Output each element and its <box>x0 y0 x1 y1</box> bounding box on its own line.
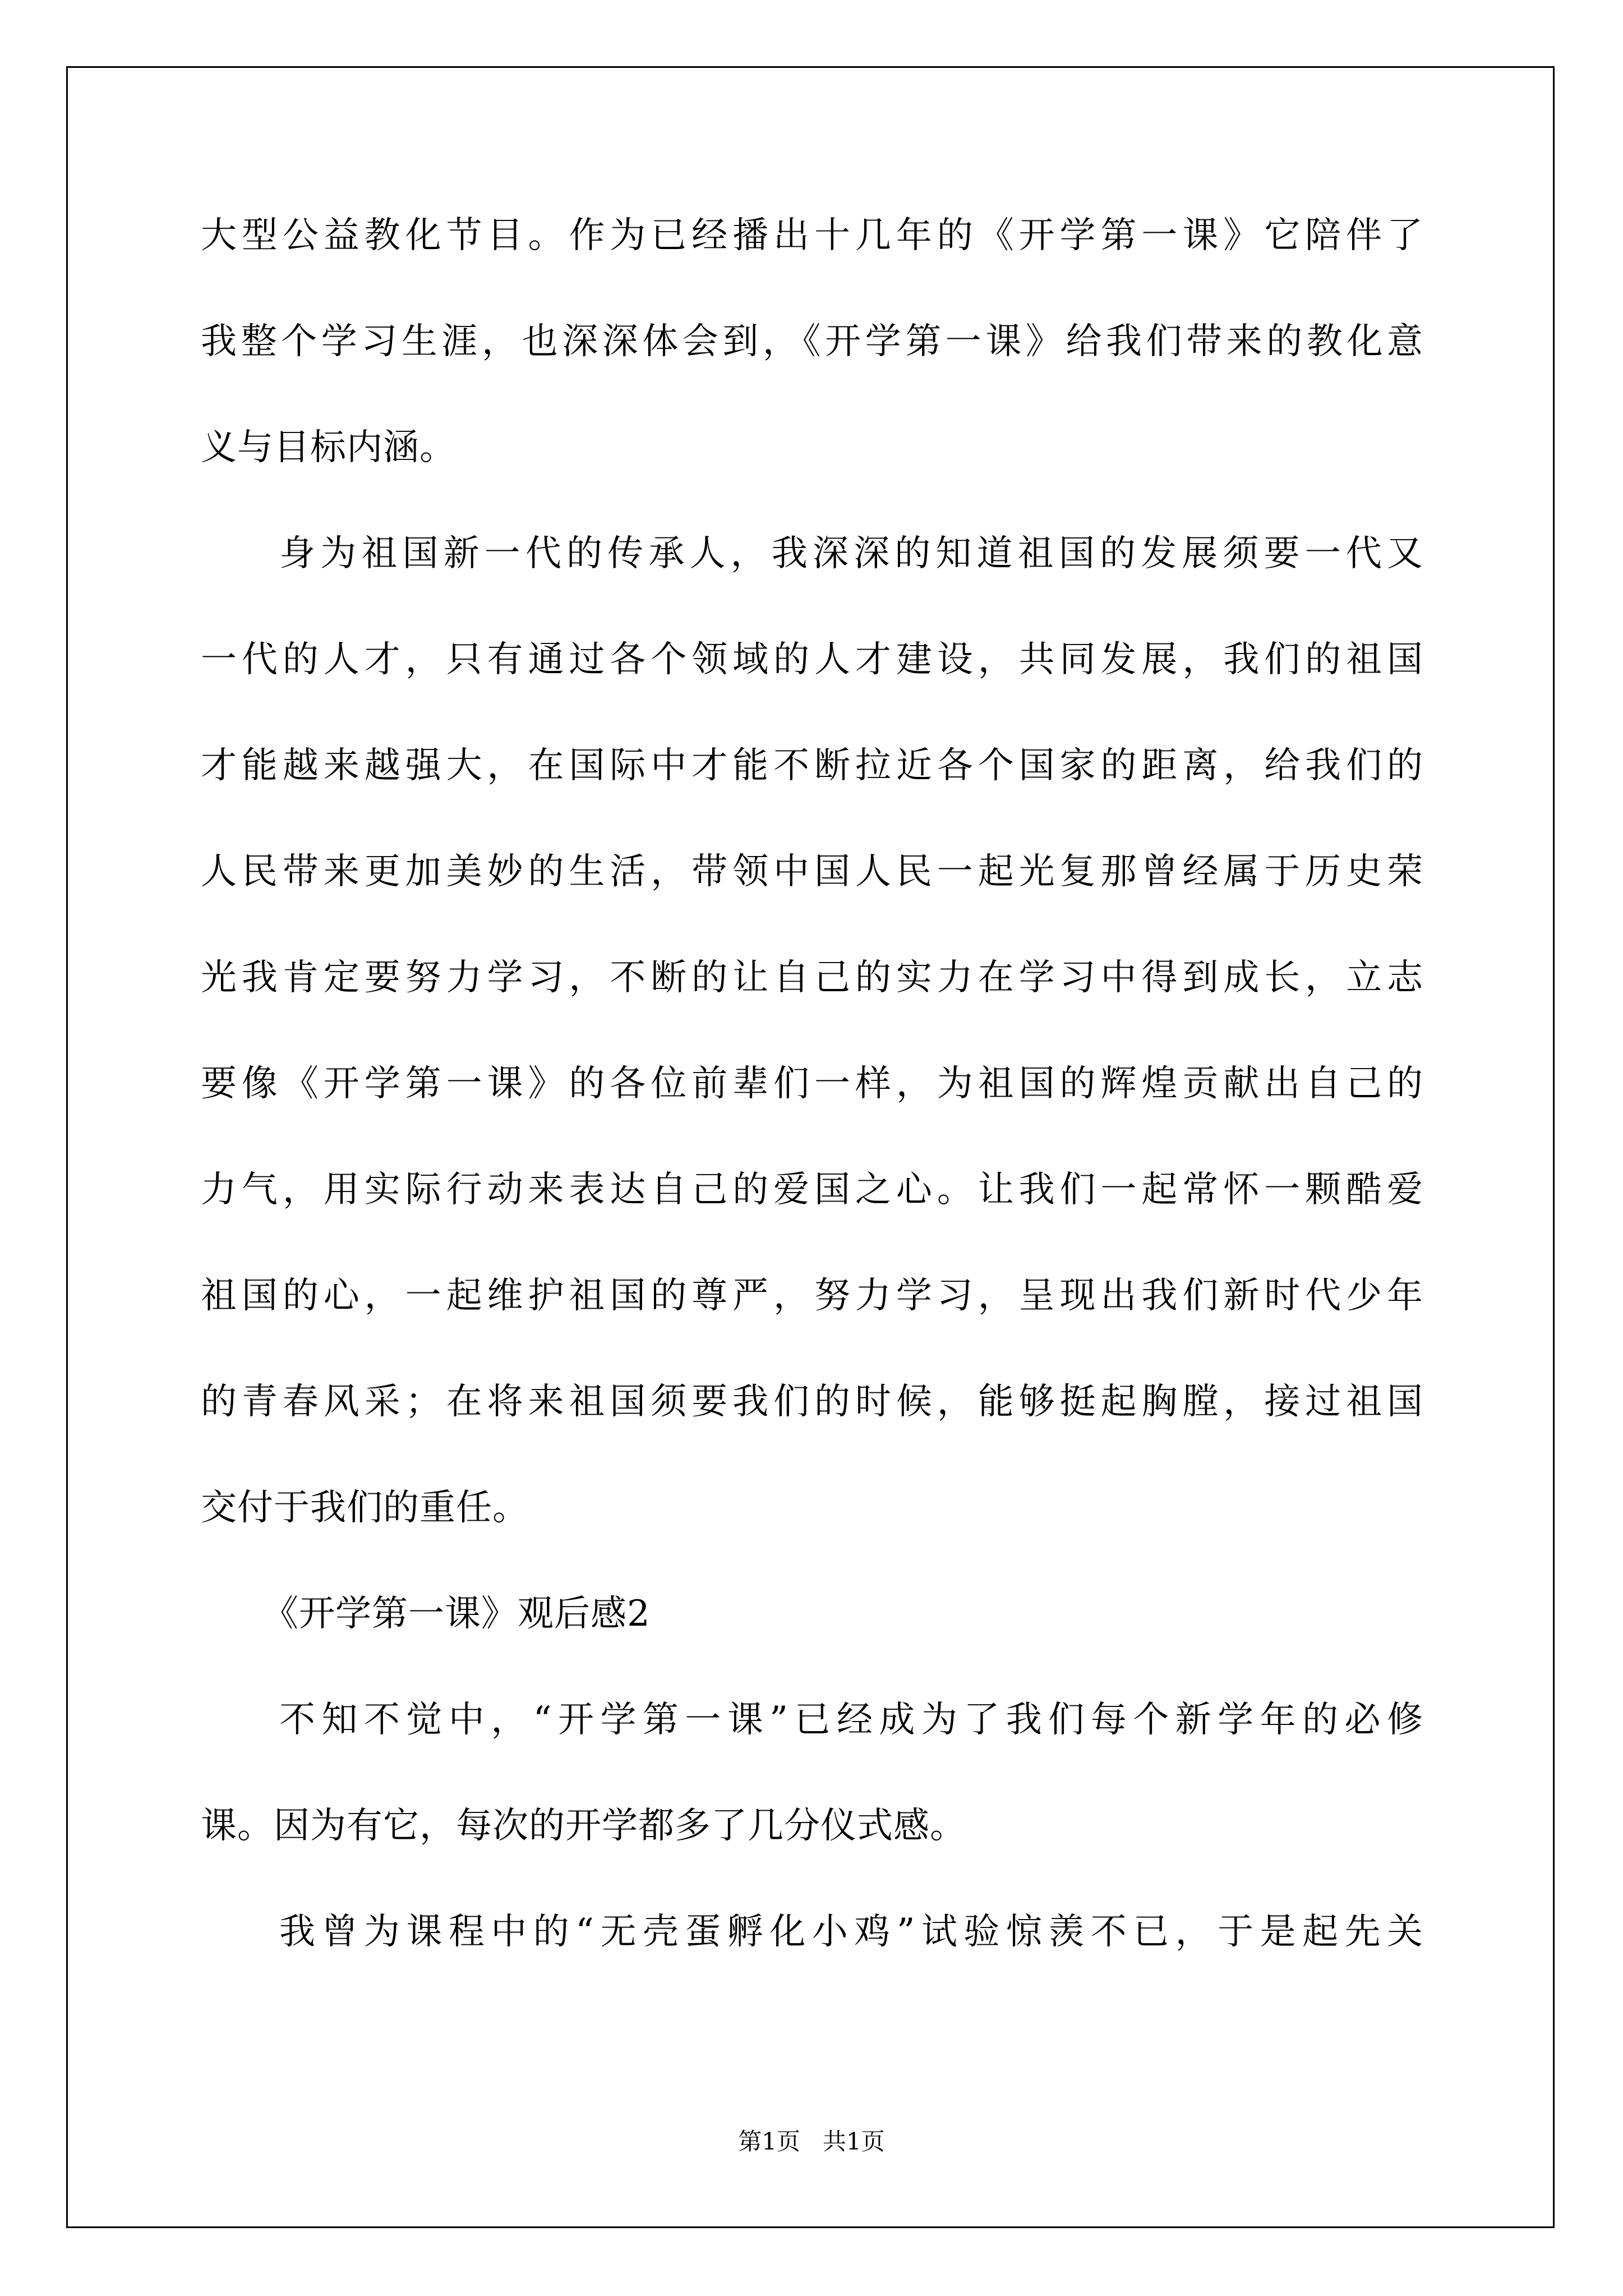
section-heading: 《开学第一课》观后感2 <box>262 1593 651 1635</box>
paragraph-first-line: 不知不觉中，“开学第一课”已经成为了我们每个新学年的必修 <box>279 1699 1423 1741</box>
text-line: 交付于我们的重任。 <box>201 1487 529 1529</box>
text-line: 祖国的心，一起维护祖国的尊严，努力学习，呈现出我们新时代少年 <box>201 1275 1423 1317</box>
text-line: 力气，用实际行动来表达自己的爱国之心。让我们一起常怀一颗酷爱 <box>201 1169 1423 1211</box>
text-line: 的青春风采；在将来祖国须要我们的时候，能够挺起胸膛，接过祖国 <box>201 1381 1423 1423</box>
text-line: 一代的人才，只有通过各个领域的人才建设，共同发展，我们的祖国 <box>201 639 1423 680</box>
text-line: 光我肯定要努力学习，不断的让自己的实力在学习中得到成长，立志 <box>201 957 1423 999</box>
text-line: 才能越来越强大，在国际中才能不断拉近各个国家的距离，给我们的 <box>201 745 1423 786</box>
text-line: 课。因为有它，每次的开学都多了几分仪式感。 <box>201 1805 966 1847</box>
text-line: 大型公益教化节目。作为已经播出十几年的《开学第一课》它陪伴了 <box>201 215 1423 256</box>
page-number-footer: 第1页 共1页 <box>738 2128 885 2155</box>
text-line: 人民带来更加美妙的生活，带领中国人民一起光复那曾经属于历史荣 <box>201 851 1423 892</box>
text-line: 义与目标内涵。 <box>201 427 456 468</box>
text-line: 要像《开学第一课》的各位前辈们一样，为祖国的辉煌贡献出自己的 <box>201 1063 1423 1105</box>
paragraph-first-line: 我曾为课程中的“无壳蛋孵化小鸡”试验惊羡不已，于是起先关 <box>279 1911 1423 1953</box>
paragraph-first-line: 身为祖国新一代的传承人，我深深的知道祖国的发展须要一代又 <box>279 533 1423 574</box>
text-line: 我整个学习生涯，也深深体会到，《开学第一课》给我们带来的教化意 <box>201 321 1423 362</box>
